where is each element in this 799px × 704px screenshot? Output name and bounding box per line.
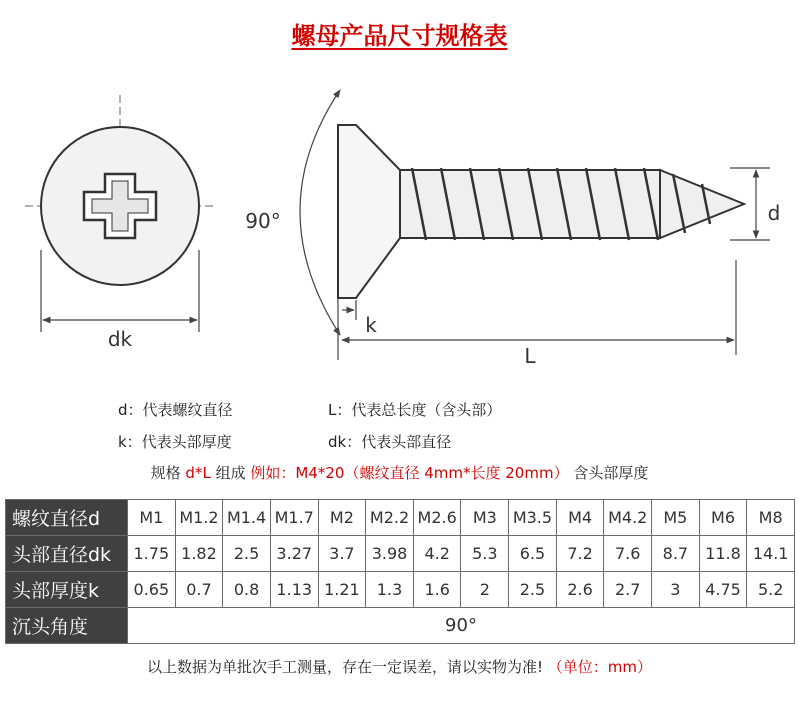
table-cell: 11.8 [699,536,747,572]
angle-dimension [300,90,340,360]
table-cell: M8 [747,500,795,536]
L-label: L [524,344,536,368]
table-cell: 8.7 [652,536,700,572]
legend-L: L：代表总长度（含头部） [328,401,502,419]
table-cell: 2.5 [223,536,271,572]
table-cell: 2.7 [604,572,652,608]
table-cell: 2.6 [556,572,604,608]
table-cell: M3 [461,500,509,536]
table-cell: M2.2 [366,500,414,536]
table-cell: 1.75 [128,536,176,572]
table-cell: 7.2 [556,536,604,572]
screw-drawing [0,70,799,370]
table-cell: 4.75 [699,572,747,608]
legend-k: k：代表头部厚度 [118,433,232,451]
page-title: 螺母产品尺寸规格表 [291,22,508,50]
table-cell: 14.1 [747,536,795,572]
table-cell: 7.6 [604,536,652,572]
row-header: 螺纹直径d [6,500,128,536]
table-cell: 2 [461,572,509,608]
table-cell: M2.6 [413,500,461,536]
angle-value: 90° [128,608,795,644]
table-cell: 3.98 [366,536,414,572]
table-cell: 0.65 [128,572,176,608]
table-cell: 1.6 [413,572,461,608]
table-cell: 5.2 [747,572,795,608]
unit-label: （单位：mm） [547,658,653,676]
table-cell: M4 [556,500,604,536]
spec-table-body [6,500,795,644]
table-cell: M3.5 [509,500,557,536]
table-row [6,608,795,644]
row-header: 头部厚度k [6,572,128,608]
k-label: k [365,313,377,337]
table-cell: M4.2 [604,500,652,536]
table-cell: M1.4 [223,500,271,536]
k-dimension [342,300,356,320]
table-cell: 3.27 [270,536,318,572]
spec-example: 例如：M4*20（螺纹直径 4mm*长度 20mm） [250,464,569,482]
table-cell: M1 [128,500,176,536]
d-label: d [767,201,781,225]
table-cell: M2 [318,500,366,536]
legend-dk: dk：代表头部直径 [328,433,452,451]
table-cell: 1.3 [366,572,414,608]
table-cell: M6 [699,500,747,536]
table-cell: 0.7 [175,572,223,608]
table-cell: 1.82 [175,536,223,572]
angle-label: 90° [245,209,281,233]
table-cell: 5.3 [461,536,509,572]
dk-label: dk [107,327,133,351]
spec-suffix: 含头部厚度 [573,464,649,482]
table-cell: M1.7 [270,500,318,536]
table-cell: 2.5 [509,572,557,608]
spec-formula: d*L [185,464,211,482]
table-row [6,572,795,608]
legend-spec [0,462,799,483]
table-cell: 1.21 [318,572,366,608]
table-cell: 0.8 [223,572,271,608]
L-dimension [342,260,736,355]
footnote-text: 以上数据为单批次手工测量，存在一定误差，请以实物为准! [146,658,543,676]
table-cell: 6.5 [509,536,557,572]
spec-mid: 组成 [215,464,246,482]
screw-side-view [338,125,744,298]
screw-head-front-view [25,95,215,285]
table-cell: M5 [652,500,700,536]
table-cell: 3 [652,572,700,608]
table-cell: 3.7 [318,536,366,572]
table-cell: 4.2 [413,536,461,572]
spec-prefix: 规格 [150,464,181,482]
footnote [0,656,799,677]
legend-d: d：代表螺纹直径 [118,401,233,419]
row-header: 头部直径dk [6,536,128,572]
table-cell: M1.2 [175,500,223,536]
table-row [6,536,795,572]
spec-table [5,499,795,644]
row-header: 沉头角度 [6,608,128,644]
table-row [6,500,795,536]
table-cell: 1.13 [270,572,318,608]
